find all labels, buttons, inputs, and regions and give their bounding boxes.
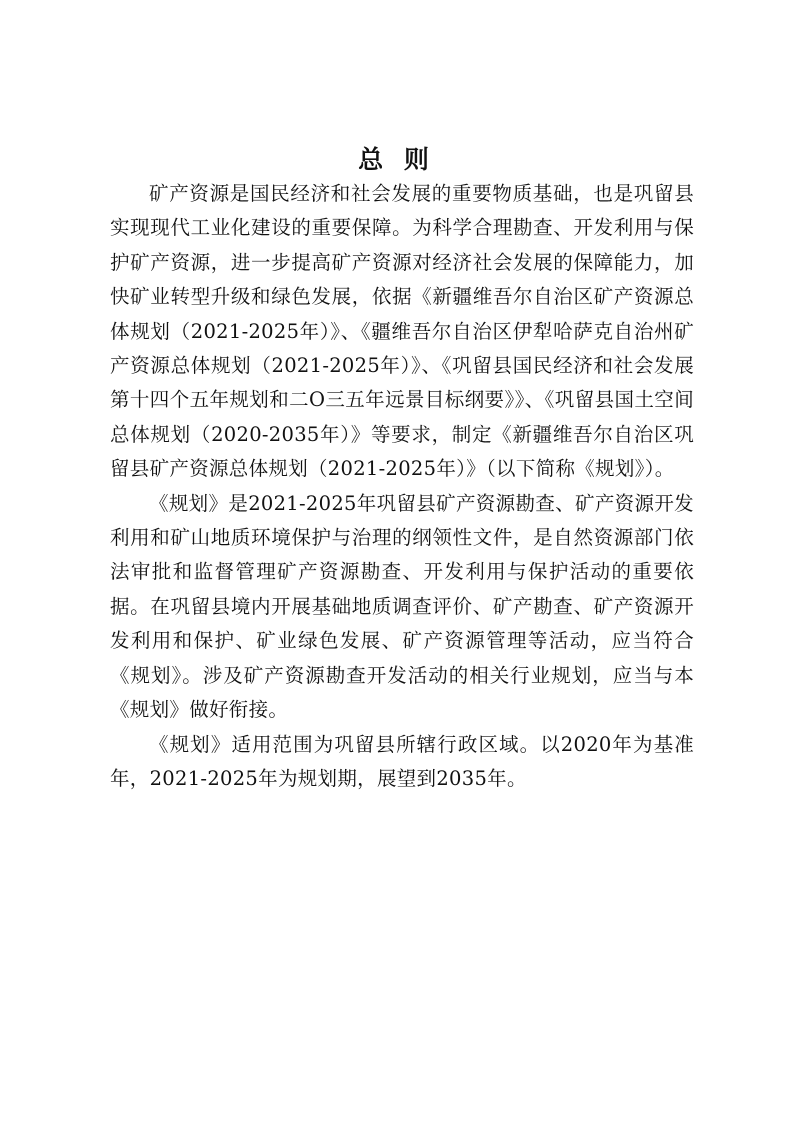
document-body bbox=[110, 177, 694, 796]
paragraph-scope: 《规划》是2021-2025年巩留县矿产资源勘查、矿产资源开发利用和矿山地质环境保护与治理的纲领性文件，是自然资源部门依法审批和监督管理矿产资源勘查、开发利用与保护活动的重要依据。在巩留县境内开展基础地质调查评价、矿产勘查、矿产资源开发利用和保护、矿业绿色发展、矿产资源管理等活动，应当符合《规划》。涉及矿产资源勘查开发活动的相关行业规划，应当与本《规划》做好衔接。 bbox=[110, 491, 694, 722]
paragraph-intro: 矿产资源是国民经济和社会发展的重要物质基础，也是巩留县实现现代工业化建设的重要保障。为科学合理勘查、开发利用与保护矿产资源，进一步提高矿产资源对经济社会发展的保障能力，加快矿业转型升级和绿色发展，依据《新疆维吾尔自治区矿产资源总体规划（2021-2025年）》、《疆维吾尔自治区伊犁哈萨克自治州矿产资源总体规划（2021-2025年）》、《巩留县国民经济和社会发展第十四个五年规划和二O三五年远景目标纲要》》、《巩留县国土空间总体规划（2020-2035年）》等要求，制定《新疆维吾尔自治区巩留县矿产资源总体规划（2021-2025年）》（以下简称《规划》）。 bbox=[110, 182, 694, 481]
page-title: 总 则 bbox=[358, 145, 435, 174]
paragraph-period: 《规划》适用范围为巩留县所辖行政区域。以2020年为基准年，2021-2025年为规划期，展望到2035年。 bbox=[110, 732, 694, 790]
